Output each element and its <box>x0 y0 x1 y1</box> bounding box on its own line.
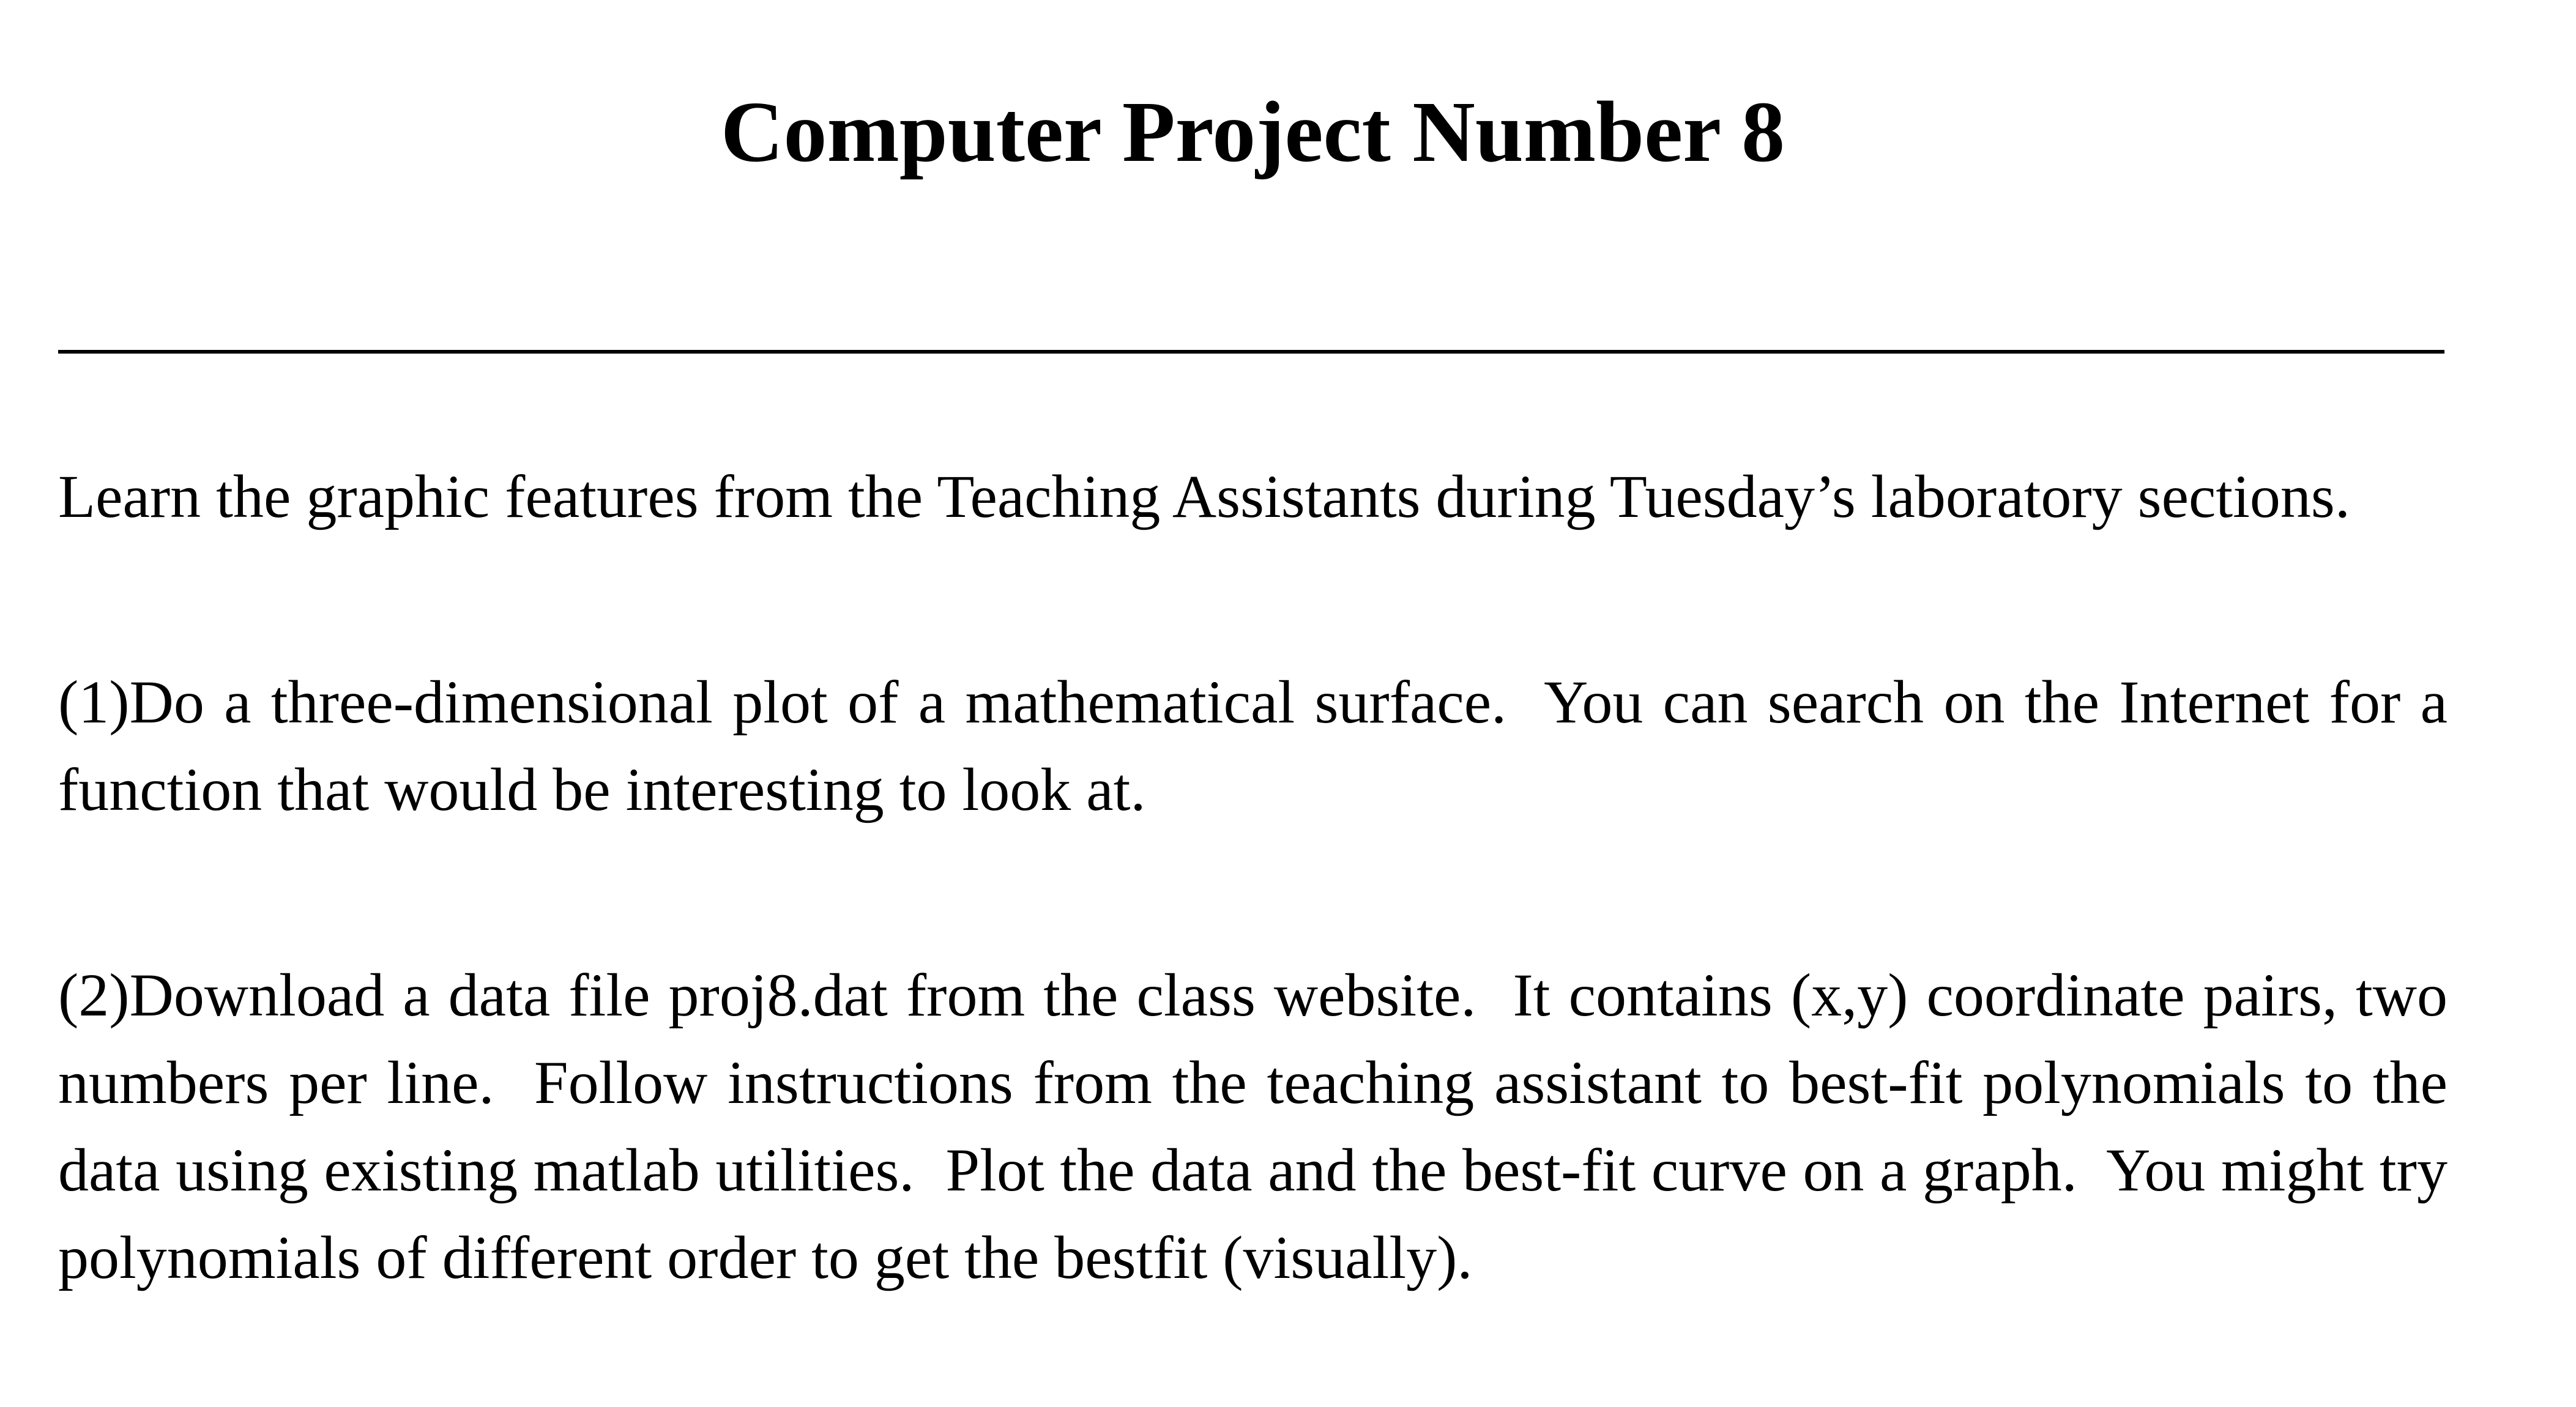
page-title: Computer Project Number 8 <box>720 83 1785 180</box>
item-1-line-1: (1)Do a three-dimensional plot of a mathematical surface. You can search on the Internet for a <box>58 668 2448 736</box>
item-2-line-2: numbers per line. Follow instructions from the teaching assistant to best-fit polynomials to the <box>58 1049 2448 1116</box>
item-2-line-1: (2)Download a data file proj8.dat from the class website. It contains (x,y) coordinate pairs, two <box>58 961 2448 1029</box>
item-1-paragraph <box>58 658 2448 833</box>
item-2-line-4: polynomials of different order to get the bestfit (visually). <box>58 1223 1473 1291</box>
horizontal-rule <box>58 350 2444 354</box>
item-1-line-2: function that would be interesting to look at. <box>58 755 1146 823</box>
intro-line: Learn the graphic features from the Teaching Assistants during Tuesday’s laboratory sections. <box>58 462 2350 530</box>
item-2-paragraph <box>58 951 2448 1301</box>
item-2-line-3: data using existing matlab utilities. Plot the data and the best-fit curve on a graph. You might try <box>58 1136 2448 1204</box>
intro-paragraph <box>58 453 2448 540</box>
